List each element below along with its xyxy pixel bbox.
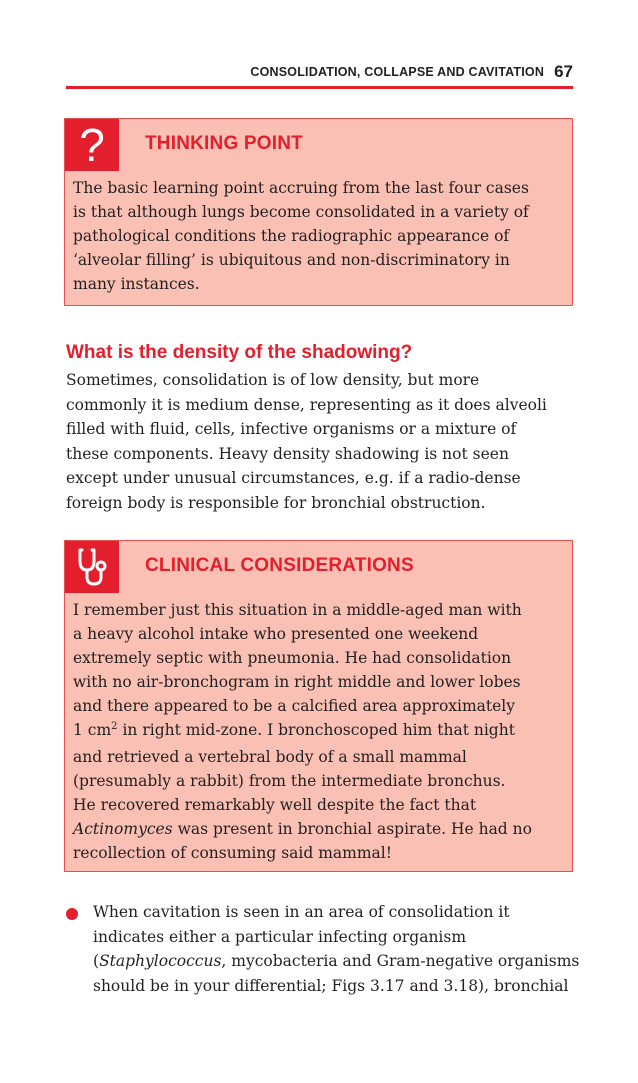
text-line: (presumably a rabbit) from the intermediate bronchus. (73, 772, 506, 790)
text-line: (Staphylococcus, mycobacteria and Gram-negative organisms (93, 952, 580, 970)
text-line: When cavitation is seen in an area of consolidation it (93, 903, 510, 921)
header-rule (66, 86, 573, 89)
text-line: Sometimes, consolidation is of low density, but more (66, 371, 480, 389)
page-number: 67 (554, 62, 573, 81)
bullet-item (66, 900, 580, 998)
thinking-point-heading: THINKING POINT (145, 133, 303, 154)
text-line (73, 817, 566, 841)
text-line: foreign body is responsible for bronchial obstruction. (66, 493, 486, 512)
text-line: I remember just this situation in a middle-aged man with (73, 601, 522, 619)
text-line: extremely septic with pneumonia. He had consolidation (73, 649, 512, 667)
text-line: and retrieved a vertebral body of a small mammal (73, 748, 467, 766)
bullet-text (93, 900, 580, 998)
text-line: should be in your differential; Figs 3.17 and 3.18), bronchial (93, 976, 569, 995)
clinical-body (73, 598, 566, 865)
thinking-point-box (64, 118, 573, 306)
size-exponent: 2 (111, 721, 118, 732)
text-line: commonly it is medium dense, representing as it does alveoli (66, 395, 547, 414)
text-line: these components. Heavy density shadowing is not seen (66, 444, 509, 463)
text-line: The basic learning point accruing from the last four cases (73, 179, 529, 197)
text-line: is that although lungs become consolidated in a variety of (73, 203, 529, 221)
text-line (73, 718, 566, 745)
text-line: and there appeared to be a calcified area approximately (73, 697, 516, 715)
text-line: with no air-bronchogram in right middle and lower lobes (73, 673, 521, 691)
text-line: except under unusual circumstances, e.g. if a radio-dense (66, 469, 521, 487)
text-line: recollection of consuming said mammal! (73, 844, 392, 862)
question-mark-icon: ? (65, 119, 119, 171)
section-heading: What is the density of the shadowing? (66, 342, 413, 363)
text-line: a heavy alcohol intake who presented one weekend (73, 625, 479, 643)
clinical-heading: CLINICAL CONSIDERATIONS (145, 555, 414, 576)
thinking-point-body (73, 176, 566, 296)
size-rest: in right mid-zone. I bronchoscoped him that night (117, 721, 515, 739)
size-value: 1 cm (73, 721, 112, 739)
organism-name: Actinomyces (73, 820, 173, 838)
stethoscope-icon-graphic (70, 545, 114, 589)
organism-rest: was present in bronchial aspirate. He had no (172, 820, 532, 838)
bullet-dot-icon (66, 908, 78, 920)
clinical-considerations-box (64, 540, 573, 872)
organism-name: Staphylococcus (99, 952, 222, 970)
running-title: CONSOLIDATION, COLLAPSE AND CAVITATION (250, 65, 545, 79)
text-line: He recovered remarkably well despite the fact that (73, 796, 477, 814)
text-line: filled with fluid, cells, infective organisms or a mixture of (66, 420, 517, 438)
text-line: ‘alveolar filling’ is ubiquitous and non-discriminatory in (73, 251, 510, 269)
text-line: pathological conditions the radiographic appearance of (73, 227, 510, 245)
text-line: many instances. (73, 275, 200, 293)
text-line: indicates either a particular infecting organism (93, 927, 467, 946)
running-head (66, 62, 573, 82)
stethoscope-icon (65, 541, 119, 593)
section-body (66, 368, 573, 515)
